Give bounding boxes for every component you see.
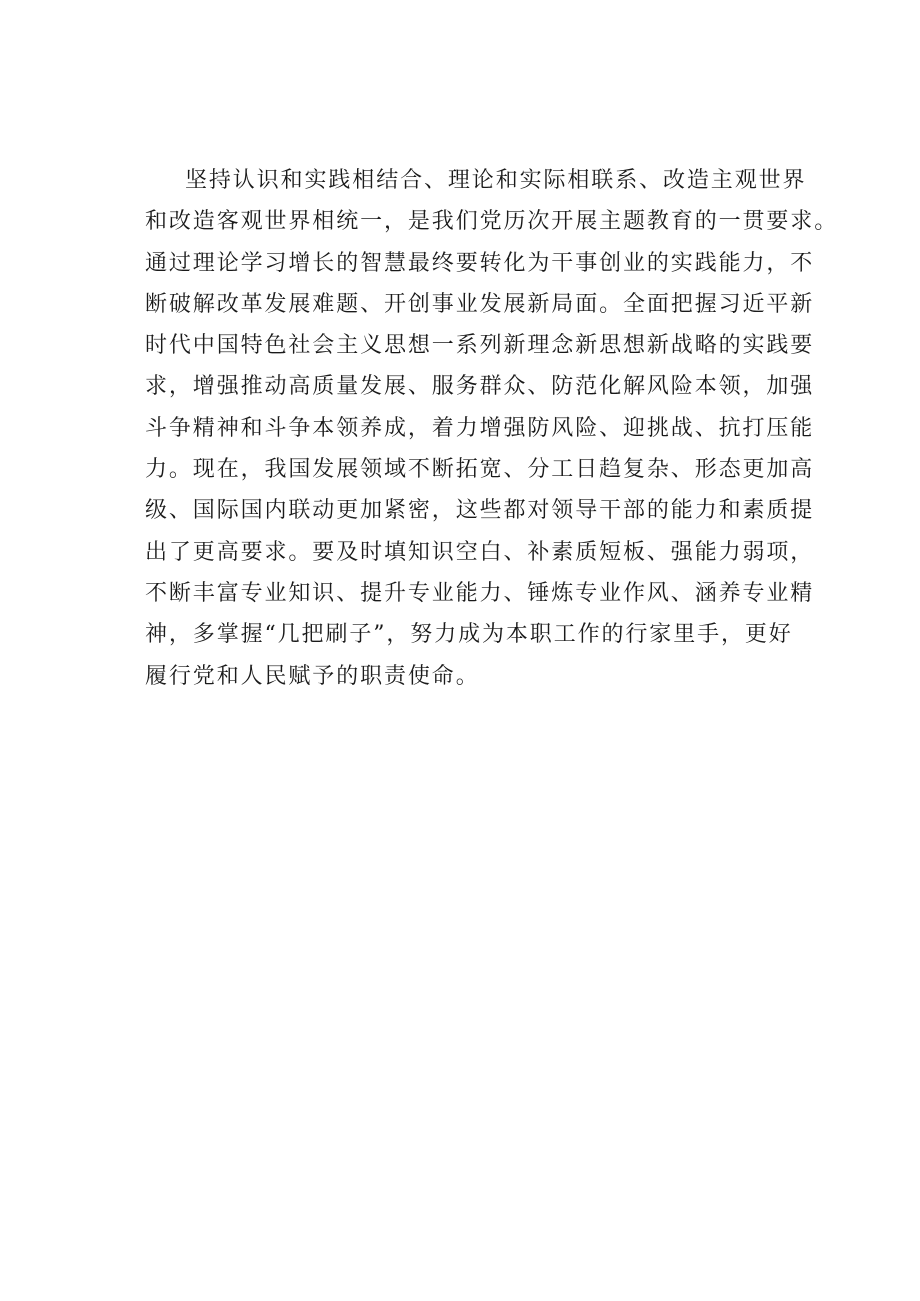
paragraph-line: 斗争精神和斗争本领养成，着力增强防风险、迎挑战、抗打压能 bbox=[145, 415, 815, 441]
paragraph-line: 力。现在，我国发展领域不断拓宽、分工日趋复杂、形态更加高 bbox=[145, 457, 815, 483]
paragraph-line: 通过理论学习增长的智慧最终要转化为干事创业的实践能力，不 bbox=[145, 250, 815, 276]
paragraph-line: 求，增强推动高质量发展、服务群众、防范化解风险本领，加强 bbox=[145, 374, 815, 400]
paragraph-line: 神，多掌握“几把刷子”，努力成为本职工作的行家里手，更好 bbox=[145, 622, 793, 648]
paragraph-line: 和改造客观世界相统一，是我们党历次开展主题教育的一贯要求。 bbox=[145, 209, 839, 235]
paragraph-line: 不断丰富专业知识、提升专业能力、锤炼专业作风、涵养专业精 bbox=[145, 580, 815, 606]
paragraph-line: 断破解改革发展难题、开创事业发展新局面。全面把握习近平新 bbox=[145, 291, 815, 317]
body-paragraph bbox=[145, 160, 845, 697]
paragraph-line: 履行党和人民赋予的职责使命。 bbox=[145, 663, 480, 689]
paragraph-line: 出了更高要求。要及时填知识空白、补素质短板、强能力弱项， bbox=[145, 539, 815, 565]
paragraph-line: 坚持认识和实践相结合、理论和实际相联系、改造主观世界 bbox=[185, 168, 807, 193]
paragraph-line: 时代中国特色社会主义思想一系列新理念新思想新战略的实践要 bbox=[145, 333, 815, 359]
paragraph-line: 级、国际国内联动更加紧密，这些都对领导干部的能力和素质提 bbox=[145, 498, 815, 524]
